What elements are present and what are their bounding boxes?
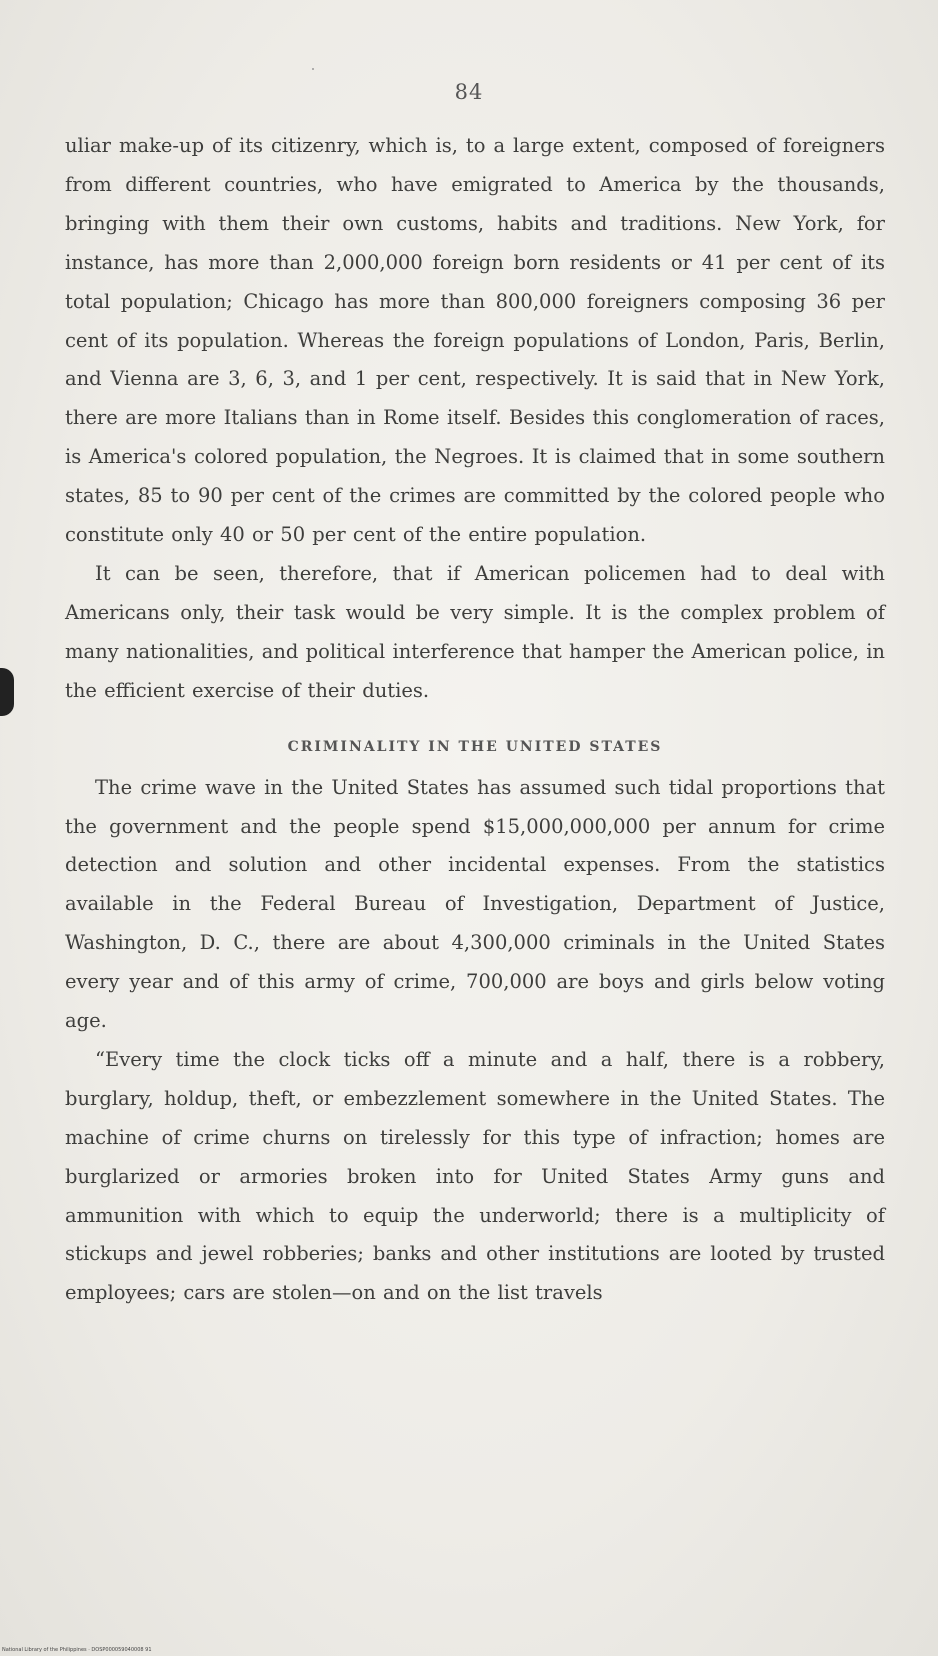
dust-speck	[312, 68, 314, 70]
paragraph: The crime wave in the United States has assumed such tidal proportions that the government and the people spend $15,000,000,000 per annum for crime detection and solution and other incidental expenses. From the statistics available in the Federal Bureau of Investigation, Department of Justice, Washington, D. C., there are about 4,300,000 criminals in the United States every year and of this army of crime, 700,000 are boys and girls below voting age.	[65, 775, 885, 1033]
scan-source-caption: National Library of the Philippines · DOSP000059040008 91	[2, 1647, 152, 1653]
binding-shadow-mark	[0, 668, 14, 716]
page-body	[65, 127, 885, 1313]
paragraph: It can be seen, therefore, that if American policemen had to deal with Americans only, their task would be very simple. It is the complex problem of many nationalities, and political interference that hamper the American police, in the efficient exercise of their duties.	[65, 561, 885, 702]
section-heading: CRIMINALITY IN THE UNITED STATES	[287, 738, 663, 755]
paragraph-continued: uliar make-up of its citizenry, which is, to a large extent, composed of foreigners from different countries, who have emigrated to America by the thousands, bringing with them their own customs, habits and traditions. New York, for instance, has more than 2,000,000 foreign born residents or 41 per cent of its total population; Chicago has more than 800,000 foreigners composing 36 per cent of its population. Whereas the foreign populations of London, Paris, Berlin, and Vienna are 3, 6, 3, and 1 per cent, respectively. It is said that in New York, there are more Italians than in Rome itself. Besides this conglomeration of races, is America's colored population, the Negroes. It is claimed that in some southern states, 85 to 90 per cent of the crimes are committed by the colored people who constitute only 40 or 50 per cent of the entire population.	[65, 134, 885, 547]
paragraph-quote: “Every time the clock ticks off a minute and a half, there is a robbery, burglary, holdup, theft, or embezzlement somewhere in the United States. The machine of crime churns on tirelessly for this type of infraction; homes are burglarized or armories broken into for United States Army guns and ammunition with which to equip the underworld; there is a multiplicity of stickups and jewel robberies; banks and other institutions are looted by trusted employees; cars are stolen—on and on the list travels	[65, 1047, 885, 1305]
page-number: 84	[454, 80, 484, 104]
